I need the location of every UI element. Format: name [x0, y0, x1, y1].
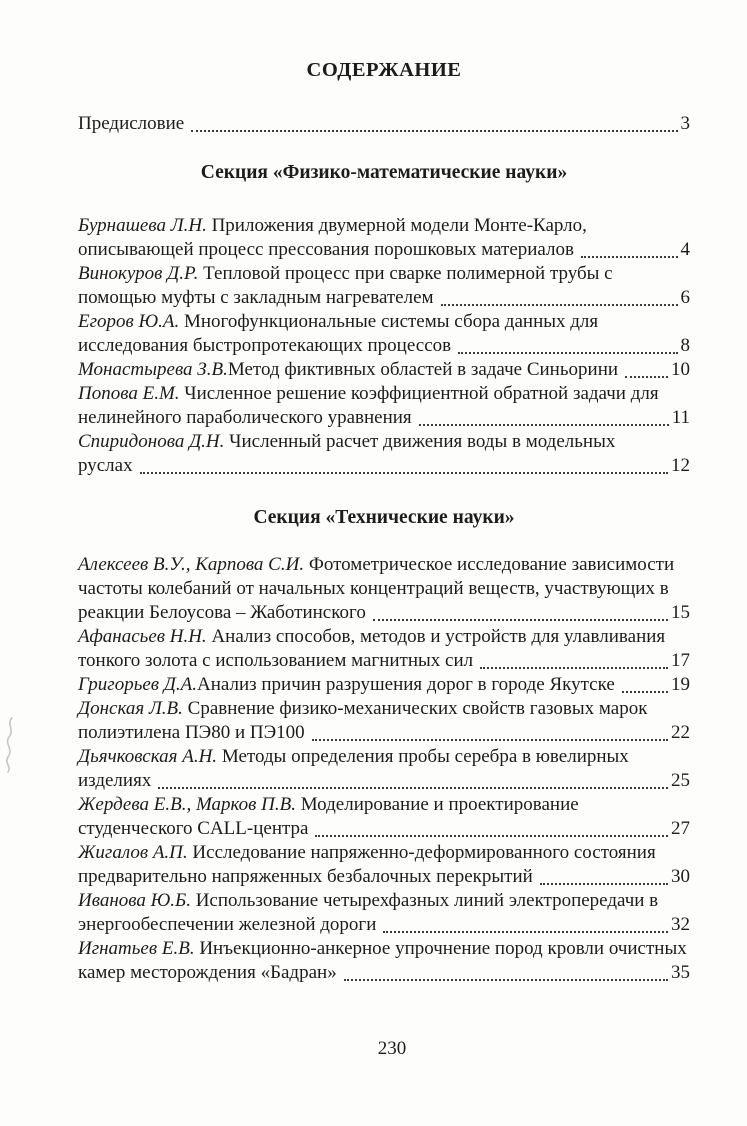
toc-entry-line: [78, 721, 690, 745]
toc-entry-line: [78, 913, 690, 937]
dot-leader: [480, 667, 668, 669]
toc-entry-preface: [78, 112, 690, 136]
entry-author: Дьячковская А.Н.: [78, 746, 222, 767]
entry-page-number: 4: [680, 239, 690, 260]
dot-leader: [344, 979, 668, 981]
toc-entry: [78, 841, 690, 889]
toc-entry-line: [78, 697, 690, 721]
toc-entry: [78, 310, 690, 358]
toc-entry-line: [78, 745, 690, 769]
dot-leader: [419, 424, 669, 426]
toc-entry-line: [78, 454, 690, 478]
entry-author: Спиридонова Д.Н.: [78, 431, 230, 452]
entry-title-text: Тепловой процесс при сварке полимерной трубы с: [203, 263, 613, 284]
toc-entry-line: [78, 601, 690, 625]
toc-entry-line: [78, 214, 690, 238]
toc-entry: [78, 673, 690, 697]
entry-title-text: Метод фиктивных областей в задаче Синьорини: [227, 359, 619, 380]
entry-title-text: Численный расчет движения воды в модельных: [229, 431, 616, 452]
dot-leader: [622, 691, 668, 693]
toc-entry-line: [78, 673, 690, 697]
toc-entry: [78, 937, 690, 985]
entry-title-text: Численное решение коэффициентной обратной задачи для: [184, 383, 659, 404]
entry-page-number: 32: [671, 914, 690, 935]
entry-page-number: 19: [671, 674, 690, 695]
toc-entry: [78, 214, 690, 262]
toc-entry: [78, 430, 690, 478]
dot-leader: [140, 472, 668, 474]
dot-leader: [441, 304, 678, 306]
entry-title-text: руслах: [78, 455, 133, 476]
entry-page-number: 10: [671, 359, 690, 380]
toc-section: [78, 505, 690, 985]
toc-entry: [78, 358, 690, 382]
toc-entry-line: [78, 286, 690, 310]
entry-page-number: 11: [671, 407, 690, 428]
toc-entry-line: [78, 817, 690, 841]
entry-title-text: Использование четырехфазных линий электропередачи в: [195, 890, 659, 911]
entry-title-text: описывающей процесс прессования порошковых материалов: [78, 239, 574, 260]
page-number: 230: [377, 1038, 407, 1059]
entry-page-number: 6: [680, 287, 690, 308]
entry-title-text: Фотометрическое исследование зависимости: [308, 554, 675, 575]
toc-entry-line: [78, 358, 690, 382]
toc-entry-line: [78, 430, 690, 454]
dot-leader: [373, 619, 668, 621]
toc-entry: [78, 382, 690, 430]
entry-page-number: 30: [671, 866, 690, 887]
entry-title-text: реакции Белоусова – Жаботинского: [78, 602, 366, 623]
entry-title-text: Исследование напряженно-деформированного состояния: [192, 842, 656, 863]
entry-page-number: 12: [671, 455, 690, 476]
dot-leader: [581, 256, 678, 258]
entry-author: Григорьев Д.А.: [78, 674, 197, 695]
preface-label: Предисловие: [78, 113, 185, 134]
toc-entry: [78, 745, 690, 793]
section-heading: Секция «Физико-математические науки»: [200, 162, 568, 183]
entry-page-number: 15: [671, 602, 690, 623]
entry-author: Игнатьев Е.В.: [78, 938, 200, 959]
section-entries: [78, 214, 690, 478]
toc-entry-line: [78, 262, 690, 286]
entry-title-text: Моделирование и проектирование: [300, 794, 579, 815]
entry-title-text: помощью муфты с закладным нагревателем: [78, 287, 434, 308]
entry-title-text: Анализ способов, методов и устройств для улавливания: [211, 626, 666, 647]
entry-page-number: 3: [680, 113, 690, 134]
entry-title-text: Анализ причин разрушения дорог в городе Якутске: [196, 674, 615, 695]
toc-entry-line: [78, 310, 690, 334]
entry-title-text: студенческого CALL-центра: [78, 818, 309, 839]
entry-author: Бурнашева Л.Н.: [78, 215, 212, 236]
toc-entry-line: [78, 769, 690, 793]
entry-author: Афанасьев Н.Н.: [78, 626, 212, 647]
toc-sections: [78, 160, 690, 985]
toc-entry-line: [78, 841, 690, 865]
entry-title-text: энергообеспечении железной дороги: [78, 914, 377, 935]
dot-leader: [312, 739, 668, 741]
toc-entry-line: [78, 406, 690, 430]
dot-leader: [625, 376, 668, 378]
toc-entry-line: [78, 649, 690, 673]
entry-page-number: 27: [671, 818, 690, 839]
entry-title-text: Методы определения пробы серебра в ювелирных: [221, 746, 629, 767]
toc-entry-line: [78, 334, 690, 358]
entry-title-text: Многофункциональные системы сбора данных для: [183, 311, 599, 332]
entry-title-text: нелинейного параболического уравнения: [78, 407, 412, 428]
entry-title-text: Инъекционно-анкерное упрочнение пород кровли очистных: [199, 938, 687, 959]
dot-leader: [315, 835, 668, 837]
dot-leader: [158, 787, 668, 789]
entry-page-number: 8: [680, 335, 690, 356]
toc-entry-line: [78, 238, 690, 262]
entry-author: Алексеев В.У., Карпова С.И.: [78, 554, 309, 575]
entry-title-text: камер месторождения «Бадран»: [78, 962, 337, 983]
toc-entry-line: [78, 577, 690, 601]
entry-author: Жердева Е.В., Марков П.В.: [78, 794, 301, 815]
entry-title-text: полиэтилена ПЭ80 и ПЭ100: [78, 722, 305, 743]
entry-page-number: 35: [671, 962, 690, 983]
toc-entry-line: [78, 625, 690, 649]
dot-leader: [458, 352, 677, 354]
toc-entry-line: [78, 865, 690, 889]
entry-title-text: изделиях: [78, 770, 152, 791]
entry-title-text: предварительно напряженных безбалочных перекрытий: [78, 866, 533, 887]
entry-author: Винокуров Д.Р.: [78, 263, 204, 284]
toc-entry: [78, 625, 690, 673]
dot-leader: [540, 883, 668, 885]
entry-page-number: 17: [671, 650, 690, 671]
toc-entry-line: [78, 889, 690, 913]
page-title: СОДЕРЖАНИЕ: [306, 59, 462, 81]
entry-page-number: 25: [671, 770, 690, 791]
toc-entry: [78, 262, 690, 310]
toc-entry-line: [78, 382, 690, 406]
entry-author: Донская Л.В.: [78, 698, 188, 719]
section-entries: [78, 553, 690, 985]
entry-author: Жигалов А.П.: [78, 842, 193, 863]
toc-entry: [78, 553, 690, 625]
entry-title-text: Приложения двумерной модели Монте-Карло,: [211, 215, 587, 236]
entry-title-text: тонкого золота с использованием магнитных сил: [78, 650, 474, 671]
entry-author: Егоров Ю.А.: [78, 311, 184, 332]
handwritten-squiggle-icon: [2, 716, 24, 774]
toc-section: [78, 160, 690, 478]
toc-entry-line: [78, 793, 690, 817]
dot-leader: [383, 931, 668, 933]
toc-entry-line: [78, 937, 690, 961]
entry-page-number: 22: [671, 722, 690, 743]
toc-entry-line: [78, 961, 690, 985]
toc-entry-line: [78, 553, 690, 577]
entry-author: Монастырева З.В.: [78, 359, 228, 380]
entry-title-text: частоты колебаний от начальных концентраций веществ, участвующих в: [78, 578, 669, 599]
entry-title-text: Сравнение физико-механических свойств газовых марок: [187, 698, 648, 719]
section-heading: Секция «Технические науки»: [253, 507, 515, 528]
toc-entry: [78, 793, 690, 841]
toc-entry: [78, 889, 690, 937]
entry-title-text: исследования быстропротекающих процессов: [78, 335, 452, 356]
toc-entry: [78, 697, 690, 745]
entry-author: Попова Е.М.: [78, 383, 185, 404]
entry-author: Иванова Ю.Б.: [78, 890, 196, 911]
dot-leader: [191, 130, 677, 132]
